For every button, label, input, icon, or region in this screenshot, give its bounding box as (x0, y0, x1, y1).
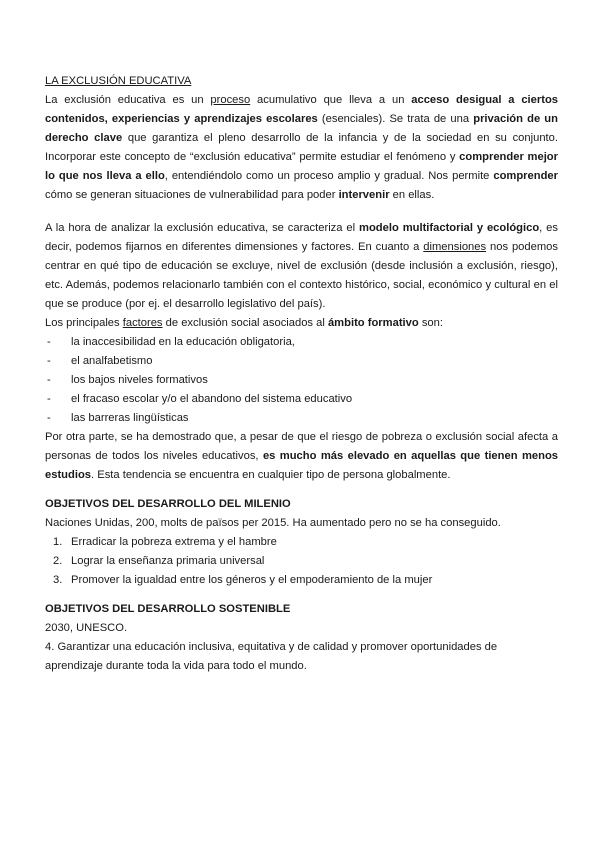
bold-term: ámbito formativo (327, 317, 419, 329)
text-run: de exclusión social asociados al (162, 317, 328, 329)
list-item-text: el fracaso escolar y/o el abandono del sistema educativo (71, 393, 353, 405)
bold-term: privación de un derecho clave (45, 113, 558, 144)
paragraph-poverty-risk (45, 428, 558, 485)
factors-list (45, 333, 558, 428)
underlined-term: proceso (210, 94, 251, 106)
text-run: . Esta tendencia se encuentra en cualquier tipo de persona globalmente. (91, 469, 451, 481)
list-bullet: - (47, 374, 51, 386)
text-run: A la hora de analizar la exclusión educativa, se caracteriza el (45, 222, 360, 234)
page-title: LA EXCLUSIÓN EDUCATIVA (45, 75, 192, 87)
underlined-term: dimensiones (423, 241, 487, 253)
list-item (45, 409, 558, 428)
list-item (45, 371, 558, 390)
text-run: Por otra parte, se ha demostrado que, a pesar de que el riesgo de pobreza o exclusión social afecta a personas de todos los niveles educativos, (45, 431, 558, 462)
bold-term: es mucho más elevado en aquellas que tienen menos estudios (45, 450, 558, 481)
list-item-text: la inaccesibilidad en la educación obligatoria, (71, 336, 295, 348)
ods-item: 4. Garantizar una educación inclusiva, equitativa y de calidad y promover oportunidades de aprendizaje durante toda la vida para todo el mundo. (45, 641, 498, 672)
text-run: nos podemos centrar en qué tipo de educación se excluye, nivel de exclusión (desde inclusión a exclusión, riesgo), etc. Además, podemos relacionarlo también con el contexto histórico, social, económico y cultural en el que se produce (por ej. el desarrollo legislativo del país). (45, 241, 558, 310)
bold-term: acceso desigual a ciertos contenidos, experiencias y aprendizajes escolares (45, 94, 559, 125)
bold-term: intervenir (338, 189, 390, 201)
paragraph-factors-intro (45, 314, 558, 333)
underlined-term: factores (122, 317, 163, 329)
bold-term: comprender (493, 170, 558, 182)
text-run: Los principales (45, 317, 123, 329)
list-item (45, 533, 558, 552)
list-item-text: Erradicar la pobreza extrema y el hambre (71, 536, 277, 548)
list-number: 3. (53, 574, 63, 586)
list-item-text: Promover la igualdad entre los géneros y el empoderamiento de la mujer (71, 574, 433, 586)
text-run: cómo se generan situaciones de vulnerabilidad para poder (45, 189, 339, 201)
list-item (45, 333, 558, 352)
list-item-text: el analfabetismo (71, 355, 153, 367)
bold-term: comprender mejor lo que nos lleva a ello (45, 151, 558, 182)
heading-odm: OBJETIVOS DEL DESARROLLO DEL MILENIO (45, 498, 291, 510)
text-run: , entendiéndolo como un proceso amplio y gradual. Nos permite (164, 170, 494, 182)
paragraph-definition (45, 91, 558, 205)
list-item-text: las barreras lingüísticas (71, 412, 189, 424)
spacer (45, 205, 558, 219)
spacer (45, 485, 558, 495)
text-run: en ellas. (389, 189, 435, 201)
bold-term: modelo multifactorial y ecológico (359, 222, 540, 234)
text-run: son: (418, 317, 443, 329)
odm-intro: Naciones Unidas, 200, molts de països per 2015. Ha aumentado pero no se ha conseguido. (45, 517, 501, 529)
spacer (45, 590, 558, 600)
text-run: acumulativo que lleva a un (250, 94, 412, 106)
list-item (45, 390, 558, 409)
list-bullet: - (47, 336, 51, 348)
list-item (45, 552, 558, 571)
text-run: (esenciales). Se trata de una (317, 113, 474, 125)
paragraph-model (45, 219, 558, 314)
list-number: 2. (53, 555, 63, 567)
list-bullet: - (47, 412, 51, 424)
list-bullet: - (47, 393, 51, 405)
list-bullet: - (47, 355, 51, 367)
text-run: , es decir, podemos fijarnos en diferentes dimensiones y factores. En cuanto a (45, 222, 558, 253)
document-body (45, 72, 558, 676)
list-item-text: Lograr la enseñanza primaria universal (71, 555, 265, 567)
list-item (45, 352, 558, 371)
text-run: La exclusión educativa es un (45, 94, 211, 106)
list-item (45, 571, 558, 590)
list-item-text: los bajos niveles formativos (71, 374, 208, 386)
ods-intro: 2030, UNESCO. (45, 622, 128, 634)
text-run: que garantiza el pleno desarrollo de la infancia y de la sociedad en su conjunto. Incorporar este concepto de “exclusión educativa” permite estudiar el fenómeno y (45, 132, 558, 163)
list-number: 1. (53, 536, 63, 548)
heading-ods: OBJETIVOS DEL DESARROLLO SOSTENIBLE (45, 603, 291, 615)
odm-list (45, 533, 558, 590)
